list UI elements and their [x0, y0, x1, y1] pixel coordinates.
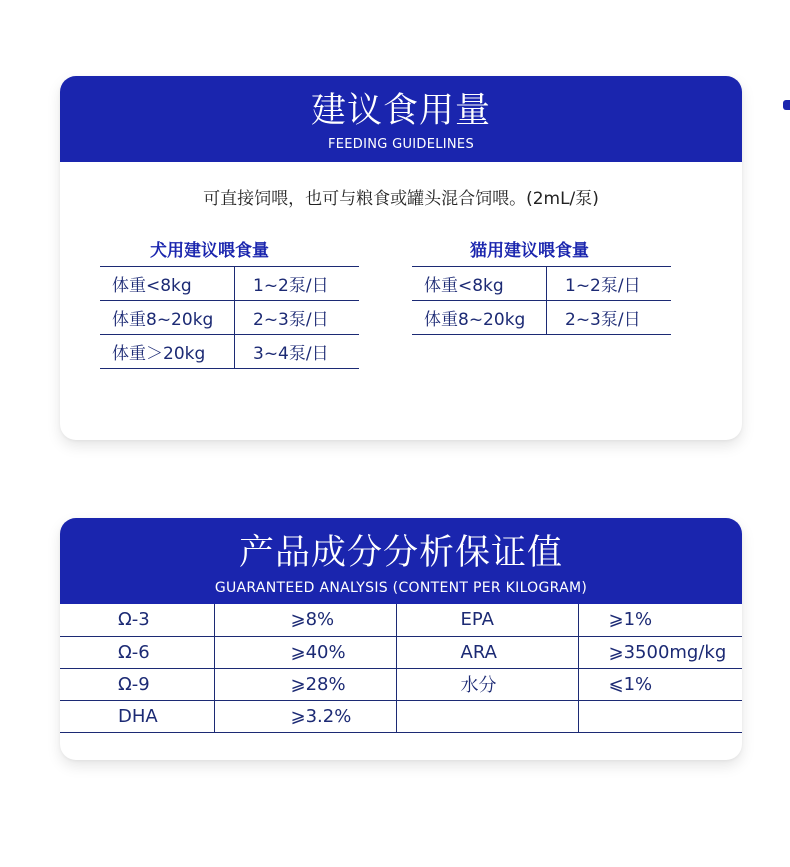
nutrient-name: EPA [396, 604, 578, 636]
table-row [100, 301, 359, 335]
feeding-guidelines-card [60, 76, 742, 440]
nutrient-value: ⩾3500mg/kg [578, 636, 742, 668]
nutrient-name [396, 700, 578, 732]
weight-cell: 体重<8kg [100, 267, 235, 301]
cat-feeding-table [412, 266, 671, 335]
table-row [60, 604, 742, 636]
analysis-title: 产品成分分析保证值 [238, 533, 563, 573]
feeding-header [60, 76, 742, 162]
cat-table-title: 猫用建议喂食量 [470, 241, 589, 261]
nutrient-name: ARA [396, 636, 578, 668]
weight-cell: 体重8~20kg [100, 301, 235, 335]
table-row [60, 700, 742, 732]
nutrient-value: ⩽1% [578, 668, 742, 700]
dog-feeding-table [100, 266, 359, 369]
dose-cell: 2~3泵/日 [235, 301, 360, 335]
weight-cell: 体重8~20kg [412, 301, 547, 335]
nutrient-value: ⩾8% [214, 604, 396, 636]
dose-cell: 1~2泵/日 [235, 267, 360, 301]
table-row [60, 636, 742, 668]
nutrient-value: ⩾3.2% [214, 700, 396, 732]
table-row [412, 267, 671, 301]
analysis-header [60, 518, 742, 604]
nutrient-value: ⩾40% [214, 636, 396, 668]
edge-tab-decoration [783, 100, 790, 110]
analysis-subtitle: GUARANTEED ANALYSIS (CONTENT PER KILOGRAM) [214, 580, 588, 596]
dose-cell: 3~4泵/日 [235, 335, 360, 369]
table-row [60, 668, 742, 700]
weight-cell: 体重<8kg [412, 267, 547, 301]
nutrient-value [578, 700, 742, 732]
dog-table-title: 犬用建议喂食量 [150, 241, 269, 261]
nutrient-name: 水分 [396, 668, 578, 700]
guaranteed-analysis-card [60, 518, 742, 760]
nutrient-value: ⩾28% [214, 668, 396, 700]
nutrient-name: Ω-9 [60, 668, 214, 700]
nutrient-name: Ω-3 [60, 604, 214, 636]
table-row [412, 301, 671, 335]
feeding-title: 建议食用量 [310, 91, 491, 131]
nutrient-name: DHA [60, 700, 214, 732]
feeding-intro: 可直接饲喂，也可与粮食或罐头混合饲喂。(2mL/泵) [203, 189, 599, 209]
weight-cell: 体重＞20kg [100, 335, 235, 369]
dose-cell: 2~3泵/日 [547, 301, 672, 335]
dose-cell: 1~2泵/日 [547, 267, 672, 301]
nutrient-name: Ω-6 [60, 636, 214, 668]
table-row [100, 267, 359, 301]
table-row [100, 335, 359, 369]
nutrient-value: ⩾1% [578, 604, 742, 636]
feeding-subtitle: FEEDING GUIDELINES [328, 137, 474, 152]
analysis-table [60, 604, 742, 733]
